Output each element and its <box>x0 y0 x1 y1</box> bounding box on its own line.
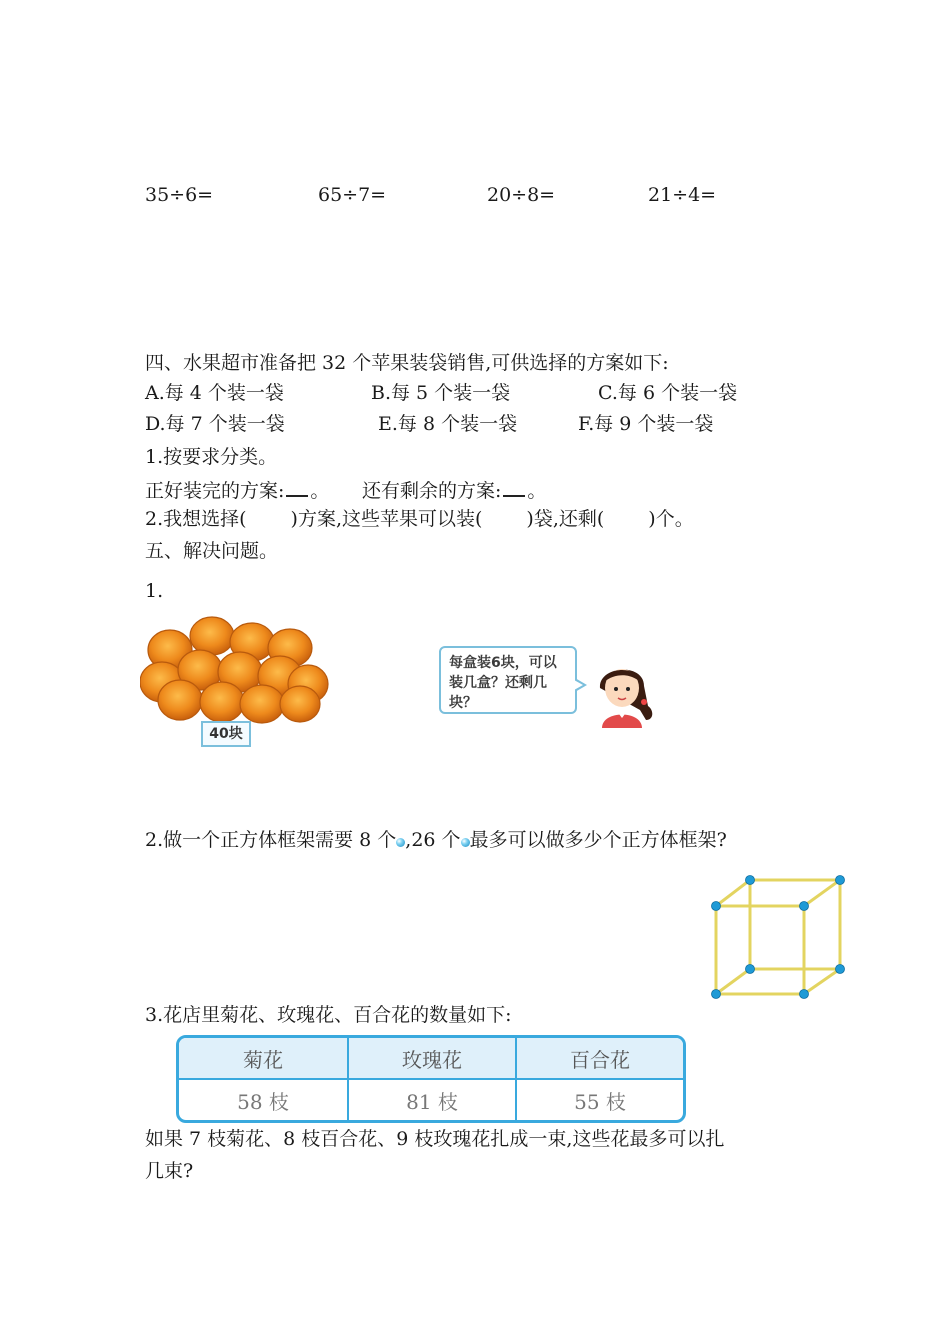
remainder-blank[interactable] <box>503 479 525 497</box>
problem1-label: 1. <box>145 580 164 602</box>
speech-bubble: 每盒装6块，可以装几盒？还剩几块？ <box>439 646 577 714</box>
fits-exactly-line <box>145 479 329 501</box>
division-item-2: 65÷7= <box>318 184 387 206</box>
section4-q1: 1.按要求分类。 <box>145 446 278 468</box>
fits-exactly-blank[interactable] <box>286 479 308 497</box>
section4-title: 四、水果超市准备把 32 个苹果装袋销售,可供选择的方案如下: <box>145 352 669 374</box>
table-row <box>179 1080 683 1120</box>
section4-q2 <box>145 510 694 529</box>
mooncake-count-tag: 40块 <box>201 721 251 747</box>
division-item-3: 20÷8= <box>487 184 556 206</box>
value-lily: 55 枝 <box>515 1080 683 1120</box>
problem2-part-b: ,26 个 <box>405 829 461 851</box>
cube-frame-image <box>706 872 852 1002</box>
q2-part-b: )方案,这些苹果可以装( <box>290 508 483 530</box>
connector-ball-icon <box>396 838 405 847</box>
division-item-4: 21÷4= <box>648 184 717 206</box>
mooncake-pile-image <box>140 612 330 727</box>
fits-exactly-label: 正好装完的方案: <box>145 480 285 502</box>
header-chrysanthemum: 菊花 <box>179 1038 347 1080</box>
q2-part-c: )袋,还剩( <box>526 508 605 530</box>
option-b: B.每 5 个装一袋 <box>371 382 511 404</box>
remainder-line <box>362 479 546 501</box>
girl-image <box>592 658 660 728</box>
fits-exactly-end: 。 <box>310 480 330 502</box>
q2-part-d: )个。 <box>648 508 694 530</box>
q2-part-a: 2.我想选择( <box>145 508 247 530</box>
problem3-question-line1: 如果 7 枝菊花、8 枝百合花、9 枝玫瑰花扎成一束,这些花最多可以扎 <box>145 1128 725 1150</box>
option-f: F.每 9 个装一袋 <box>578 413 714 435</box>
option-c: C.每 6 个装一袋 <box>598 382 738 404</box>
value-rose: 81 枝 <box>347 1080 515 1120</box>
division-item-1: 35÷6= <box>145 184 214 206</box>
value-chrysanthemum: 58 枝 <box>237 1089 289 1114</box>
section5-title: 五、解决问题。 <box>145 540 279 562</box>
option-e: E.每 8 个装一袋 <box>378 413 518 435</box>
problem2-text <box>145 831 727 850</box>
connector-ball-icon <box>461 838 470 847</box>
option-a: A.每 4 个装一袋 <box>145 382 284 404</box>
remainder-end: 。 <box>527 480 547 502</box>
problem2-part-c: 最多可以做多少个正方体框架? <box>469 829 727 851</box>
flower-count-table <box>176 1035 686 1123</box>
problem2-part-a: 2.做一个正方体框架需要 8 个 <box>145 829 397 851</box>
header-rose: 玫瑰花 <box>347 1038 515 1080</box>
remainder-label: 还有剩余的方案: <box>362 480 502 502</box>
problem3-question-line2: 几束? <box>145 1160 194 1182</box>
option-d: D.每 7 个装一袋 <box>145 413 285 435</box>
header-lily: 百合花 <box>515 1038 683 1080</box>
table-header-row <box>179 1038 683 1080</box>
speech-bubble-tail-inner <box>574 680 583 690</box>
problem3-title: 3.花店里菊花、玫瑰花、百合花的数量如下: <box>145 1004 512 1026</box>
